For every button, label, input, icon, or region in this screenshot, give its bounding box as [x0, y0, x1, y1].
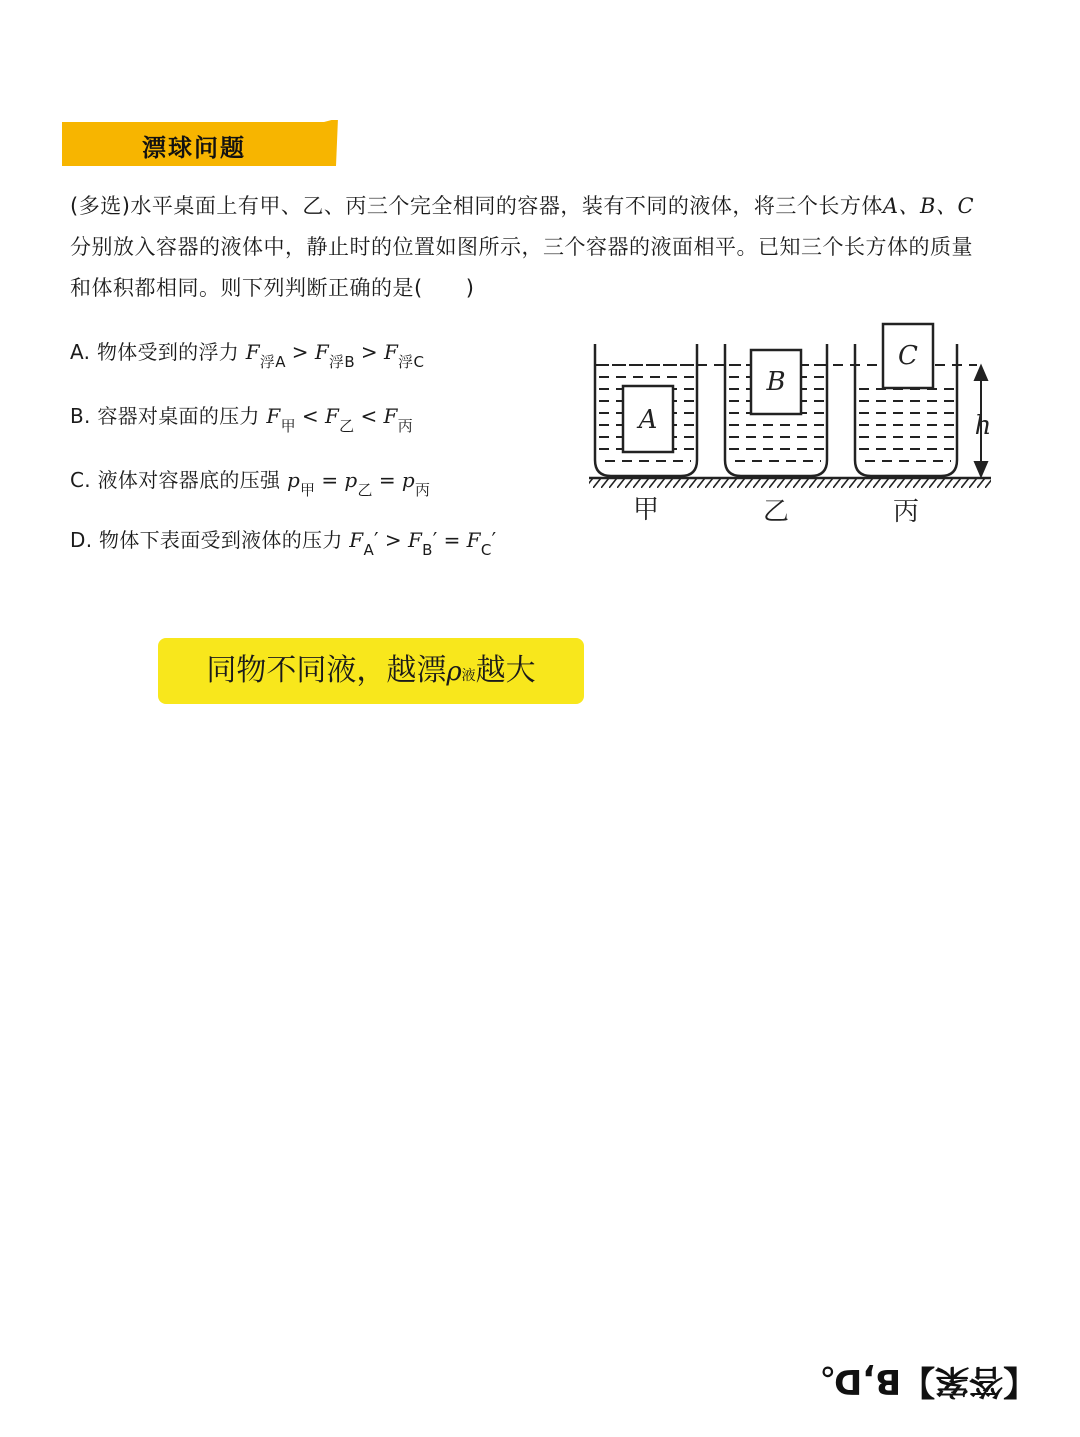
block-c-label: C: [898, 341, 918, 371]
height-label: h: [974, 411, 992, 441]
option-d: [70, 524, 496, 559]
tip-symbol-sub: 液: [461, 668, 476, 684]
variable-subscript: 浮C: [398, 353, 425, 371]
variable: F: [245, 340, 260, 364]
relation-symbol: =: [378, 468, 396, 492]
answer-text: 【答案】B,D。: [800, 1361, 1038, 1401]
prime-mark: ′: [374, 528, 379, 552]
variable: F: [383, 340, 399, 364]
question-line-1: (多选)水平桌面上有甲、乙、丙三个完全相同的容器，装有不同的液体，将三个长方体: [70, 194, 883, 218]
variable: p: [344, 468, 358, 492]
option-c: [70, 464, 430, 500]
container-label-yi: 乙: [762, 497, 790, 527]
prime-mark: ′: [432, 528, 438, 552]
question-line-2: 分别放入容器的液体中，静止时的位置如图所示，三个容器的液面相平。已知三个长方体的质量: [70, 235, 973, 259]
variable: F: [407, 528, 423, 552]
variable-subscript: 丙: [397, 417, 414, 435]
variable-subscript: A: [363, 541, 375, 559]
option-label: C. 液体对容器底的压强: [70, 468, 287, 492]
option-b: [70, 400, 413, 436]
option-a: [70, 336, 424, 372]
option-label: B. 容器对桌面的压力: [70, 404, 267, 428]
containers-diagram: [585, 318, 1005, 538]
variable-subscript: 浮B: [329, 353, 355, 371]
relation-symbol: <: [360, 404, 378, 428]
block-b-label: B: [766, 367, 786, 397]
tip-text-after: 越大: [475, 653, 536, 688]
relation-symbol: >: [360, 340, 378, 364]
relation-symbol: =: [321, 468, 339, 492]
variable: F: [349, 528, 364, 552]
variable: F: [324, 404, 340, 428]
option-label: D. 物体下表面受到液体的压力: [70, 528, 350, 552]
question-letters: A、B、C: [882, 194, 975, 218]
relation-symbol: =: [443, 528, 461, 552]
section-title: 漂球问题: [142, 134, 246, 162]
relation-symbol: >: [384, 528, 402, 552]
variable-subscript: 乙: [357, 481, 373, 499]
question-text: [70, 186, 1020, 309]
variable-subscript: 浮A: [259, 353, 286, 371]
question-line-3: 和体积都相同。则下列判断正确的是( ): [70, 276, 475, 300]
relation-symbol: <: [301, 404, 319, 428]
relation-symbol: >: [291, 340, 309, 364]
variable: p: [286, 468, 301, 492]
section-banner: [62, 120, 338, 166]
variable: p: [401, 468, 416, 492]
variable-subscript: 丙: [415, 481, 431, 499]
tip-symbol: ρ: [446, 657, 462, 687]
variable-subscript: 甲: [280, 417, 296, 435]
block-a-label: A: [638, 405, 658, 435]
tip-text-before: 同物不同液，越漂: [206, 653, 447, 688]
variable-subscript: B: [422, 541, 433, 559]
variable-subscript: 乙: [339, 417, 355, 435]
variable: F: [314, 340, 330, 364]
option-label: A. 物体受到的浮力: [70, 340, 246, 364]
table-hatch: [589, 479, 991, 488]
container-label-jia: 甲: [632, 495, 660, 525]
variable: F: [266, 404, 281, 428]
variable-subscript: C: [480, 541, 492, 559]
variable-subscript: 甲: [300, 481, 316, 499]
tip-box: [158, 638, 584, 704]
prime-mark: ′: [491, 528, 497, 552]
container-label-bing: 丙: [892, 497, 920, 527]
variable: F: [466, 528, 481, 552]
variable: F: [383, 404, 398, 428]
